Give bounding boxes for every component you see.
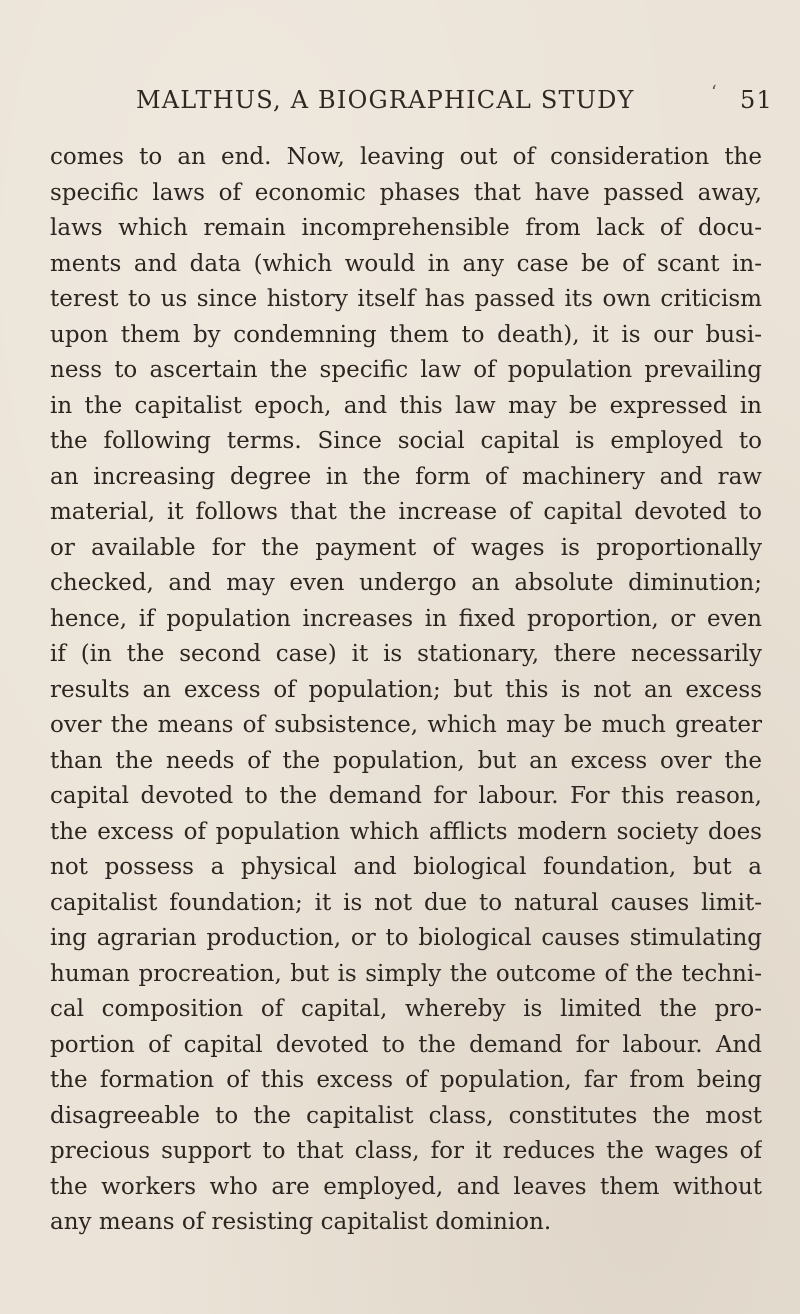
text-line: not possess a physical and biological foundation, but a [50, 854, 762, 880]
text-line: laws which remain incomprehensible from lack of docu- [50, 215, 762, 241]
text-line: the excess of population which afflicts modern society does [50, 818, 762, 845]
text-line: in the capitalist epoch, and this law may be expressed in [50, 392, 762, 419]
text-line: the workers who are employed, and leaves them without [50, 1173, 762, 1200]
text-line: capital devoted to the demand for labour. For this reason, [50, 783, 762, 809]
text-line: than the needs of the population, but an excess over the [50, 747, 762, 774]
body-paragraph [50, 140, 762, 1241]
text-line: human procreation, but is simply the outcome of the techni- [50, 960, 762, 987]
text-line: results an excess of population; but this is not an excess [50, 676, 762, 703]
running-head [136, 82, 773, 120]
text-line: terest to us since history itself has passed its own criticism [50, 286, 762, 312]
text-line: an increasing degree in the form of machinery and raw [50, 463, 762, 490]
text-line-last: any means of resisting capitalist dominion. [50, 1209, 552, 1235]
text-line: ing agrarian production, or to biological causes stimulating [50, 925, 762, 951]
page-number: 51 [740, 86, 773, 114]
text-line: capitalist foundation; it is not due to natural causes limit- [50, 889, 762, 916]
text-line: the formation of this excess of population, far from being [50, 1067, 762, 1093]
text-line: cal composition of capital, whereby is limited the pro- [50, 996, 762, 1022]
text-line: checked, and may even undergo an absolute diminution; [50, 570, 762, 596]
text-line: over the means of subsistence, which may be much greater [50, 712, 762, 738]
text-line: comes to an end. Now, leaving out of consideration the [50, 144, 762, 170]
text-line: portion of capital devoted to the demand for labour. And [50, 1031, 762, 1058]
text-line: upon them by condemning them to death), it is our busi- [50, 321, 762, 348]
stray-mark: ‘ [711, 82, 718, 103]
running-title: MALTHUS, A BIOGRAPHICAL STUDY [136, 86, 635, 114]
text-line: precious support to that class, for it reduces the wages of [50, 1138, 762, 1164]
text-line: or available for the payment of wages is proportionally [50, 534, 762, 561]
text-line: ments and data (which would in any case be of scant in- [50, 250, 762, 277]
text-line: disagreeable to the capitalist class, constitutes the most [50, 1102, 762, 1129]
text-line: specific laws of economic phases that have passed away, [50, 179, 762, 206]
text-line: if (in the second case) it is stationary, there necessarily [50, 641, 762, 667]
text-line: the following terms. Since social capital is employed to [50, 428, 762, 454]
text-line: material, it follows that the increase of capital devoted to [50, 499, 762, 525]
text-line: ness to ascertain the specific law of population prevailing [50, 357, 762, 383]
text-line: hence, if population increases in fixed proportion, or even [50, 605, 762, 632]
